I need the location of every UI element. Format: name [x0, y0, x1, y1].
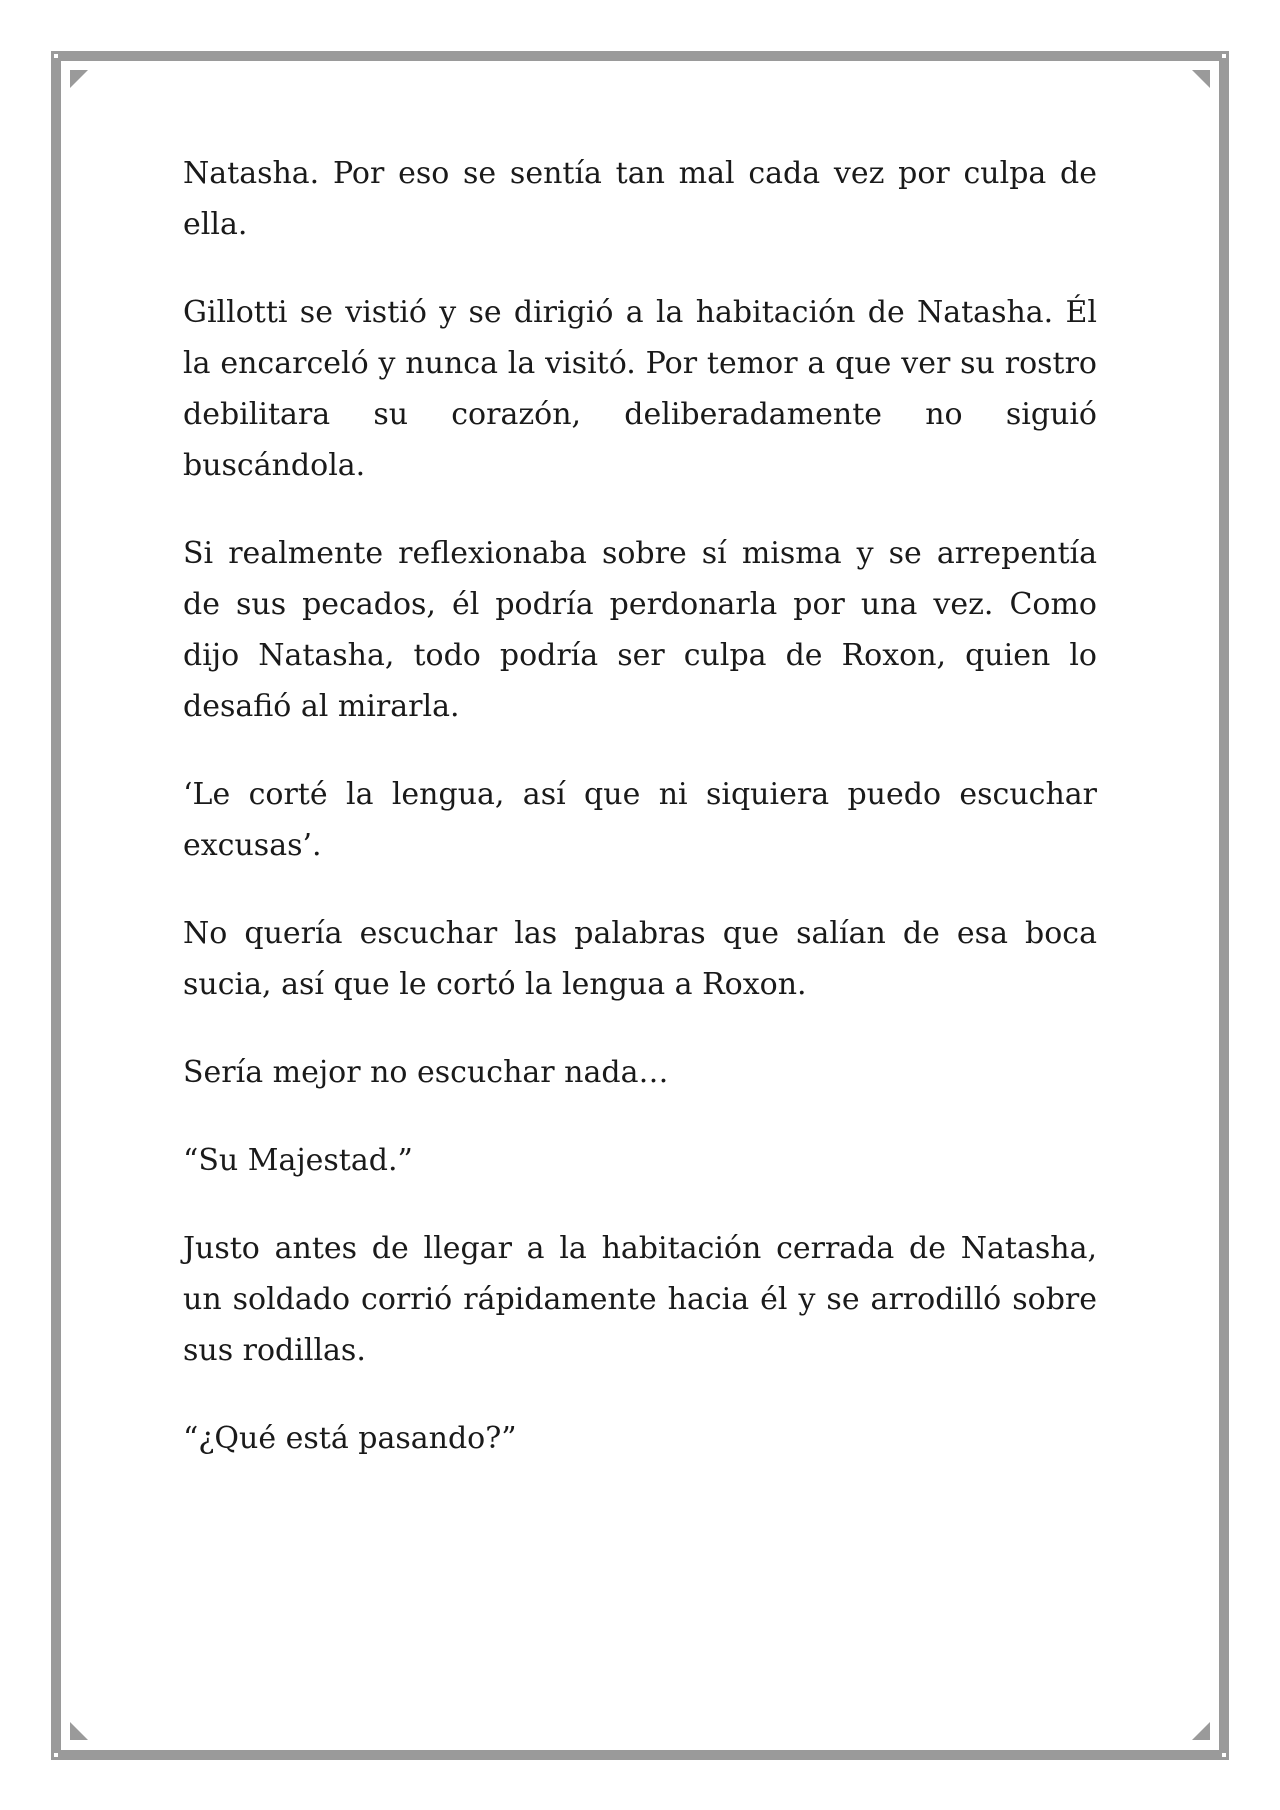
corner-ornament-top-left: [70, 70, 88, 88]
paragraph: Gillotti se vistió y se dirigió a la habitación de Natasha. Él la encarceló y nunca la visitó. Por temor a que ver su rostro debilitara su corazón, deliberadamente no siguió buscándola.: [183, 295, 1097, 483]
border-top: [52, 51, 1228, 61]
corner-square-bottom-right: [1219, 1750, 1229, 1760]
border-left: [51, 52, 61, 1758]
paragraph: No quería escuchar las palabras que salían de esa boca sucia, así que le cortó la lengua a Roxon.: [183, 916, 1097, 1002]
paragraph: Si realmente reflexionaba sobre sí misma y se arrepentía de sus pecados, él podría perdonarla por una vez. Como dijo Natasha, todo podría ser culpa de Roxon, quien lo desafió al mirarla.: [183, 536, 1097, 724]
corner-square-top-right: [1219, 51, 1229, 61]
corner-square-bottom-left: [51, 1750, 61, 1760]
paragraph: Justo antes de llegar a la habitación cerrada de Natasha, un soldado corrió rápidamente hacia él y se arrodilló sobre sus rodillas.: [183, 1231, 1097, 1368]
paragraph: Sería mejor no escuchar nada…: [183, 1055, 669, 1090]
paragraph: “¿Qué está pasando?”: [183, 1421, 517, 1456]
corner-ornament-top-right: [1192, 70, 1210, 88]
paragraph: ‘Le corté la lengua, así que ni siquiera puedo escuchar excusas’.: [183, 777, 1097, 863]
border-right: [1219, 52, 1229, 1758]
border-bottom: [52, 1750, 1228, 1760]
paragraph: Natasha. Por eso se sentía tan mal cada vez por culpa de ella.: [183, 156, 1097, 242]
paragraph: “Su Majestad.”: [183, 1143, 413, 1178]
page-body-text: [183, 148, 1097, 1501]
corner-ornament-bottom-right: [1192, 1722, 1210, 1740]
corner-ornament-bottom-left: [70, 1722, 88, 1740]
corner-square-top-left: [51, 51, 61, 61]
